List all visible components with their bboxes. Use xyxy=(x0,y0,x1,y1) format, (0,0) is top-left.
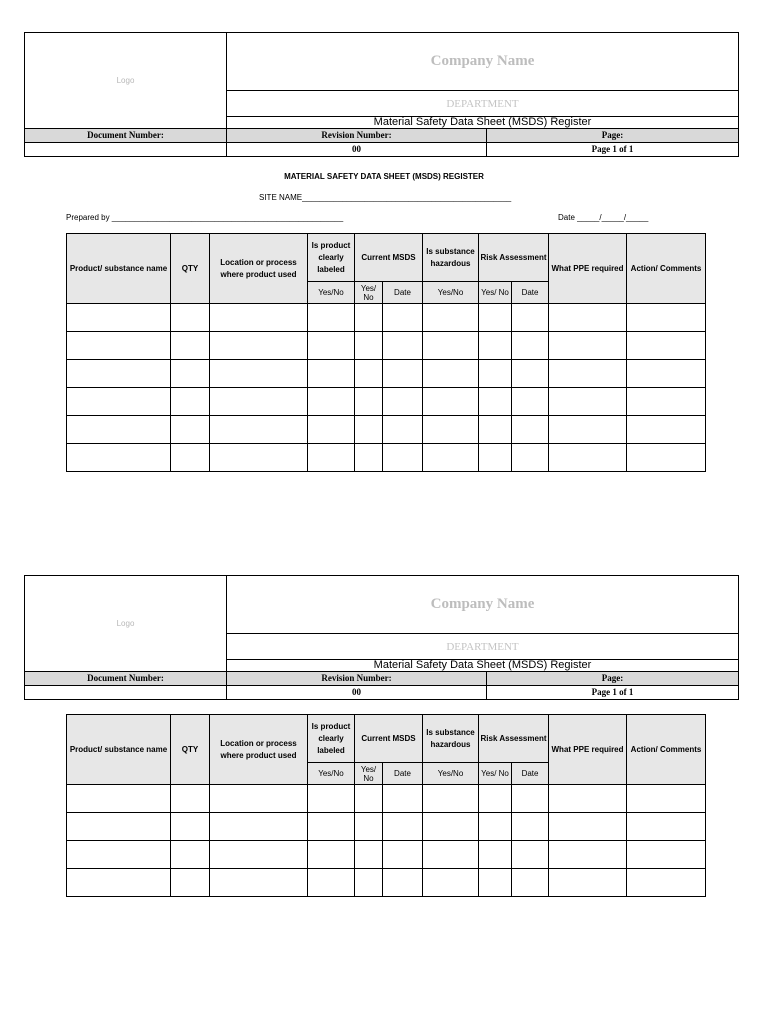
table-cell[interactable] xyxy=(549,416,627,444)
table-cell[interactable] xyxy=(549,785,627,813)
register-title: MATERIAL SAFETY DATA SHEET (MSDS) REGISTER xyxy=(284,172,484,181)
logo-placeholder: Logo xyxy=(25,33,227,129)
table-cell[interactable] xyxy=(210,444,308,472)
table-cell[interactable] xyxy=(627,416,706,444)
table-cell[interactable] xyxy=(479,304,512,332)
table-cell[interactable] xyxy=(67,813,171,841)
table-cell[interactable] xyxy=(210,360,308,388)
col-qty: QTY xyxy=(171,234,210,304)
col-ppe: What PPE required xyxy=(549,234,627,304)
col-risk-assessment: Risk Assessment xyxy=(479,234,549,282)
table-cell[interactable] xyxy=(479,841,512,869)
table-cell[interactable] xyxy=(355,869,383,897)
table-cell[interactable] xyxy=(355,416,383,444)
table-cell[interactable] xyxy=(627,304,706,332)
document-header-2 xyxy=(24,575,739,700)
col-ppe: What PPE required xyxy=(549,715,627,785)
table-cell[interactable] xyxy=(512,388,549,416)
table-row xyxy=(67,841,706,869)
company-name: Company Name xyxy=(227,33,739,91)
table-cell[interactable] xyxy=(549,360,627,388)
table-cell[interactable] xyxy=(479,785,512,813)
sub-risk-date: Date xyxy=(512,763,549,785)
sub-msds-yes-no: Yes/ No xyxy=(355,763,383,785)
table-cell[interactable] xyxy=(423,444,479,472)
table-cell[interactable] xyxy=(383,813,423,841)
page-number-value: Page 1 of 1 xyxy=(487,143,739,157)
table-cell[interactable] xyxy=(355,444,383,472)
sub-risk-date: Date xyxy=(512,282,549,304)
revision-number-label: Revision Number: xyxy=(227,672,487,686)
table-cell[interactable] xyxy=(171,785,210,813)
document-number-value[interactable] xyxy=(25,686,227,700)
table-cell[interactable] xyxy=(479,869,512,897)
table-cell[interactable] xyxy=(512,869,549,897)
col-labeled: Is product clearly labeled xyxy=(308,715,355,763)
document-number-label: Document Number: xyxy=(25,129,227,143)
table-cell[interactable] xyxy=(549,841,627,869)
table-cell[interactable] xyxy=(423,785,479,813)
sub-risk-yes-no: Yes/ No xyxy=(479,282,512,304)
table-cell[interactable] xyxy=(67,416,171,444)
table-cell[interactable] xyxy=(549,304,627,332)
col-product: Product/ substance name xyxy=(67,715,171,785)
table-cell[interactable] xyxy=(308,416,355,444)
table-cell[interactable] xyxy=(171,332,210,360)
document-title: Material Safety Data Sheet (MSDS) Register xyxy=(227,117,739,129)
table-cell[interactable] xyxy=(308,813,355,841)
table-row xyxy=(67,785,706,813)
col-hazardous: Is substance hazardous xyxy=(423,234,479,282)
table-body-2 xyxy=(67,785,706,897)
table-cell[interactable] xyxy=(308,869,355,897)
table-cell[interactable] xyxy=(627,444,706,472)
revision-number-value: 00 xyxy=(227,143,487,157)
table-cell[interactable] xyxy=(512,360,549,388)
table-cell[interactable] xyxy=(171,869,210,897)
document-title: Material Safety Data Sheet (MSDS) Register xyxy=(227,660,739,672)
col-risk-assessment: Risk Assessment xyxy=(479,715,549,763)
table-cell[interactable] xyxy=(479,416,512,444)
table-cell[interactable] xyxy=(308,360,355,388)
page-number-value: Page 1 of 1 xyxy=(487,686,739,700)
col-action: Action/ Comments xyxy=(627,715,706,785)
table-cell[interactable] xyxy=(210,332,308,360)
table-body-1 xyxy=(67,304,706,472)
table-cell[interactable] xyxy=(67,869,171,897)
date-field[interactable]: Date _____/_____/_____ xyxy=(558,213,649,222)
table-cell[interactable] xyxy=(355,388,383,416)
sub-hazardous-yes-no: Yes/No xyxy=(423,282,479,304)
table-row xyxy=(67,869,706,897)
table-cell[interactable] xyxy=(383,841,423,869)
revision-number-value: 00 xyxy=(227,686,487,700)
table-cell[interactable] xyxy=(210,304,308,332)
col-location: Location or process where product used xyxy=(210,715,308,785)
company-name: Company Name xyxy=(227,576,739,634)
table-cell[interactable] xyxy=(627,332,706,360)
table-cell[interactable] xyxy=(627,869,706,897)
table-cell[interactable] xyxy=(627,841,706,869)
page-label: Page: xyxy=(487,672,739,686)
table-row xyxy=(67,332,706,360)
document-number-label: Document Number: xyxy=(25,672,227,686)
table-cell[interactable] xyxy=(549,444,627,472)
revision-number-label: Revision Number: xyxy=(227,129,487,143)
table-cell[interactable] xyxy=(355,332,383,360)
table-cell[interactable] xyxy=(423,360,479,388)
table-cell[interactable] xyxy=(512,416,549,444)
table-cell[interactable] xyxy=(171,813,210,841)
table-row xyxy=(67,304,706,332)
col-action: Action/ Comments xyxy=(627,234,706,304)
table-cell[interactable] xyxy=(549,332,627,360)
table-cell[interactable] xyxy=(479,360,512,388)
table-cell[interactable] xyxy=(383,332,423,360)
table-cell[interactable] xyxy=(383,869,423,897)
table-cell[interactable] xyxy=(308,444,355,472)
table-cell[interactable] xyxy=(423,869,479,897)
table-cell[interactable] xyxy=(355,360,383,388)
msds-register-table-2 xyxy=(66,714,706,897)
table-cell[interactable] xyxy=(67,332,171,360)
table-row xyxy=(67,813,706,841)
site-name-field[interactable]: SITE NAME_______________________________________________ xyxy=(259,193,512,202)
col-hazardous: Is substance hazardous xyxy=(423,715,479,763)
msds-register-table-1 xyxy=(66,233,706,472)
table-cell[interactable] xyxy=(549,813,627,841)
table-cell[interactable] xyxy=(171,444,210,472)
table-row xyxy=(67,388,706,416)
table-cell[interactable] xyxy=(67,304,171,332)
table-cell[interactable] xyxy=(423,841,479,869)
col-labeled: Is product clearly labeled xyxy=(308,234,355,282)
table-cell[interactable] xyxy=(171,416,210,444)
sub-hazardous-yes-no: Yes/No xyxy=(423,763,479,785)
table-cell[interactable] xyxy=(171,841,210,869)
table-cell[interactable] xyxy=(512,841,549,869)
table-cell[interactable] xyxy=(423,332,479,360)
table-cell[interactable] xyxy=(383,416,423,444)
logo-placeholder: Logo xyxy=(25,576,227,672)
table-cell[interactable] xyxy=(308,388,355,416)
table-cell[interactable] xyxy=(479,388,512,416)
col-location: Location or process where product used xyxy=(210,234,308,304)
table-cell[interactable] xyxy=(171,388,210,416)
table-row xyxy=(67,416,706,444)
table-cell[interactable] xyxy=(355,785,383,813)
table-cell[interactable] xyxy=(627,813,706,841)
table-cell[interactable] xyxy=(549,869,627,897)
table-cell[interactable] xyxy=(355,813,383,841)
page-label: Page: xyxy=(487,129,739,143)
table-cell[interactable] xyxy=(479,444,512,472)
table-cell[interactable] xyxy=(512,444,549,472)
table-cell[interactable] xyxy=(308,332,355,360)
table-cell[interactable] xyxy=(479,813,512,841)
document-number-value[interactable] xyxy=(25,143,227,157)
table-cell[interactable] xyxy=(210,813,308,841)
department-name: DEPARTMENT xyxy=(227,634,739,660)
sub-msds-yes-no: Yes/ No xyxy=(355,282,383,304)
table-row xyxy=(67,444,706,472)
table-cell[interactable] xyxy=(308,785,355,813)
table-cell[interactable] xyxy=(171,360,210,388)
table-cell[interactable] xyxy=(67,444,171,472)
col-qty: QTY xyxy=(171,715,210,785)
table-cell[interactable] xyxy=(549,388,627,416)
col-current-msds: Current MSDS xyxy=(355,715,423,763)
table-row xyxy=(67,360,706,388)
table-cell[interactable] xyxy=(383,304,423,332)
table-cell[interactable] xyxy=(479,332,512,360)
sub-msds-date: Date xyxy=(383,282,423,304)
table-cell[interactable] xyxy=(67,360,171,388)
sub-labeled-yes-no: Yes/No xyxy=(308,282,355,304)
table-cell[interactable] xyxy=(67,388,171,416)
table-cell[interactable] xyxy=(210,416,308,444)
table-cell[interactable] xyxy=(67,785,171,813)
table-cell[interactable] xyxy=(627,785,706,813)
table-cell[interactable] xyxy=(383,785,423,813)
document-header xyxy=(24,32,739,157)
sub-risk-yes-no: Yes/ No xyxy=(479,763,512,785)
col-current-msds: Current MSDS xyxy=(355,234,423,282)
table-cell[interactable] xyxy=(67,841,171,869)
table-cell[interactable] xyxy=(383,360,423,388)
table-cell[interactable] xyxy=(627,360,706,388)
table-cell[interactable] xyxy=(210,388,308,416)
table-cell[interactable] xyxy=(512,813,549,841)
table-cell[interactable] xyxy=(355,304,383,332)
table-cell[interactable] xyxy=(171,304,210,332)
department-name: DEPARTMENT xyxy=(227,91,739,117)
table-cell[interactable] xyxy=(423,416,479,444)
table-cell[interactable] xyxy=(383,388,423,416)
prepared-by-field[interactable]: Prepared by ____________________________________________________ xyxy=(66,213,344,222)
table-cell[interactable] xyxy=(355,841,383,869)
sub-msds-date: Date xyxy=(383,763,423,785)
table-cell[interactable] xyxy=(423,388,479,416)
table-cell[interactable] xyxy=(308,841,355,869)
sub-labeled-yes-no: Yes/No xyxy=(308,763,355,785)
table-cell[interactable] xyxy=(210,785,308,813)
col-product: Product/ substance name xyxy=(67,234,171,304)
table-cell[interactable] xyxy=(627,388,706,416)
table-cell[interactable] xyxy=(210,841,308,869)
table-cell[interactable] xyxy=(423,304,479,332)
table-cell[interactable] xyxy=(383,444,423,472)
table-cell[interactable] xyxy=(512,785,549,813)
table-cell[interactable] xyxy=(210,869,308,897)
table-cell[interactable] xyxy=(512,304,549,332)
table-cell[interactable] xyxy=(423,813,479,841)
table-cell[interactable] xyxy=(512,332,549,360)
table-cell[interactable] xyxy=(308,304,355,332)
